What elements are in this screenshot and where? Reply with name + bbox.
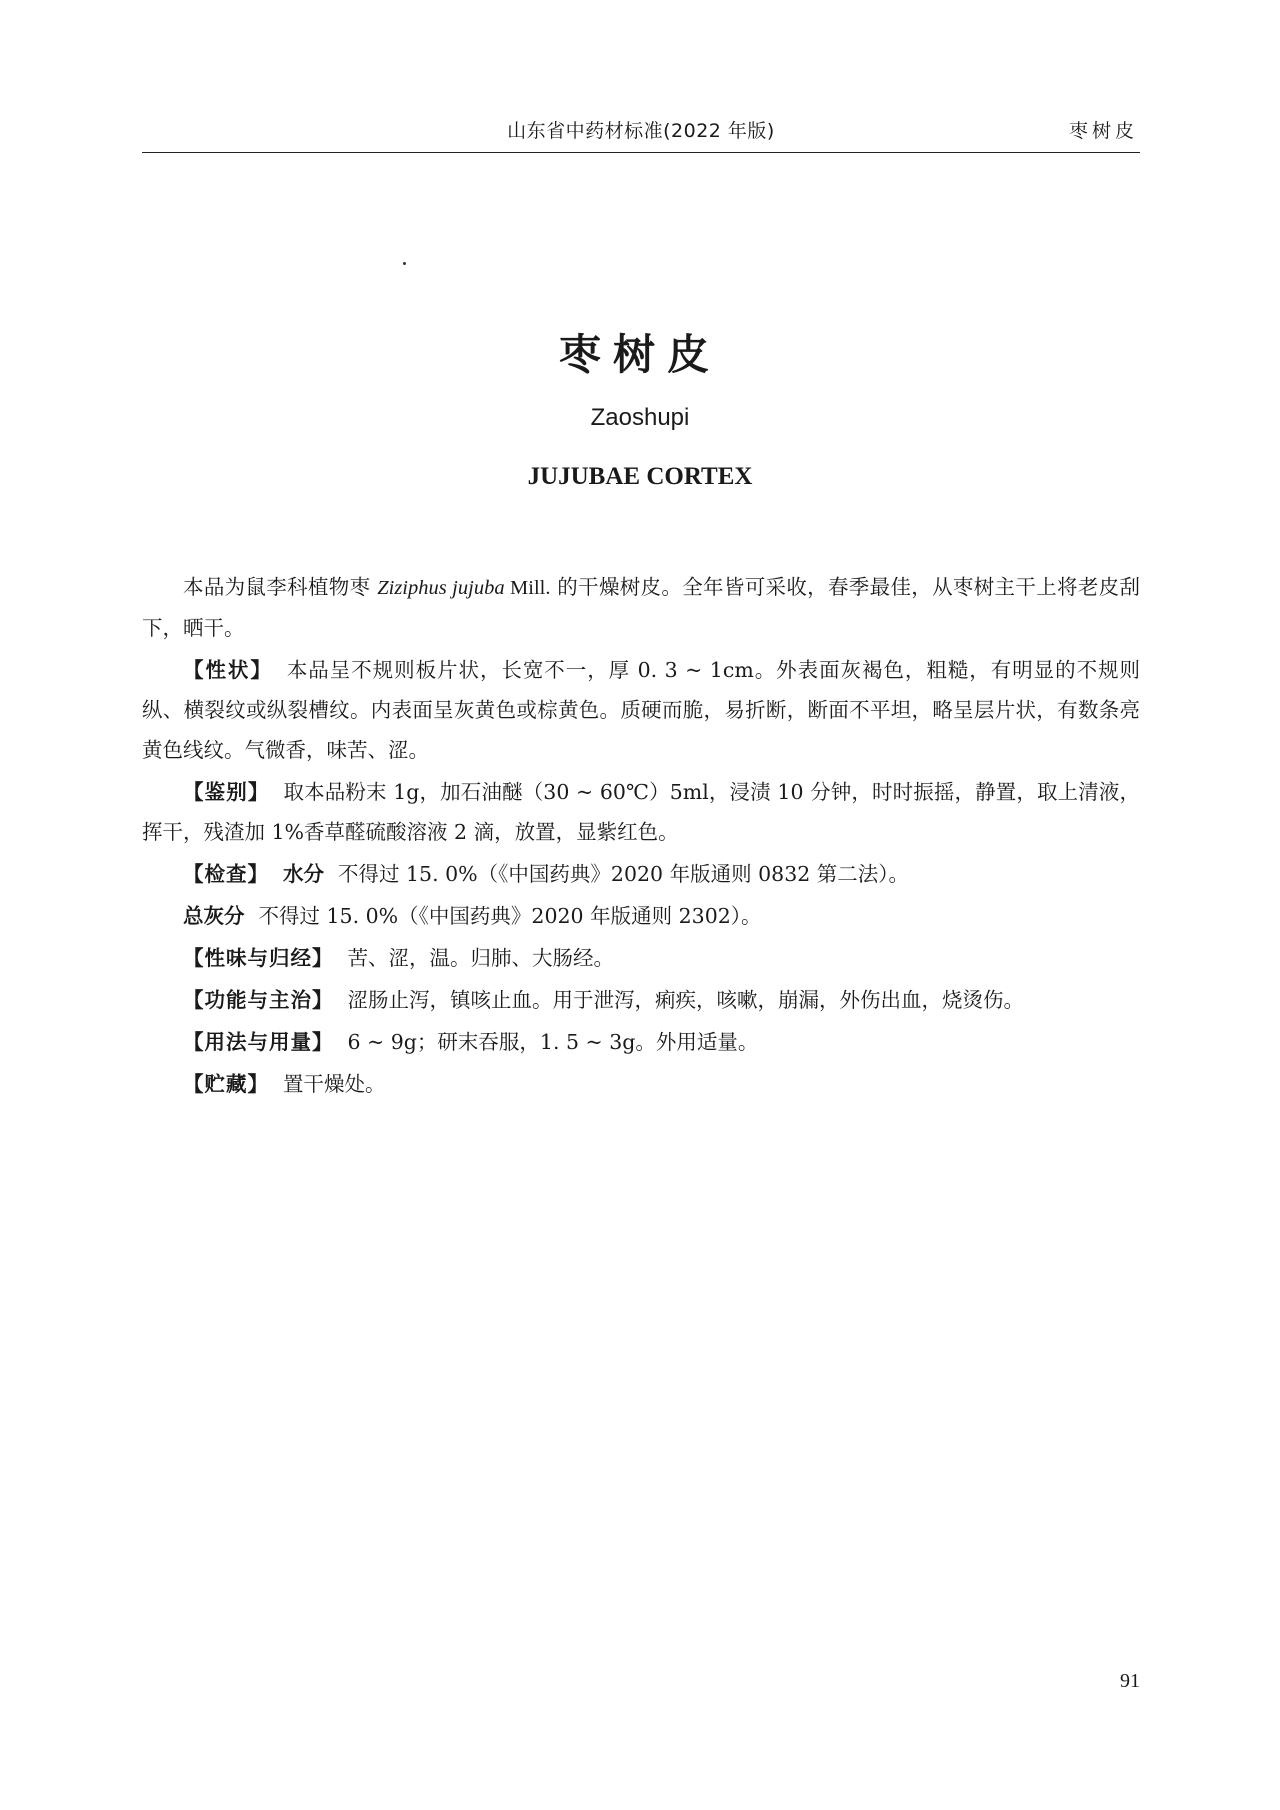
section-text: 置干燥处。 bbox=[283, 1072, 386, 1096]
header-section-name: 枣树皮 bbox=[1068, 120, 1138, 142]
section-inspection bbox=[142, 854, 1140, 894]
section-total-ash bbox=[142, 896, 1140, 936]
section-nature-meridian bbox=[142, 938, 1140, 978]
section-label: 【性状】 bbox=[183, 658, 273, 682]
section-label: 【性味与归经】 bbox=[183, 946, 334, 970]
section-label: 【鉴别】 bbox=[183, 780, 270, 804]
section-label: 【贮藏】 bbox=[183, 1072, 269, 1096]
section-storage bbox=[142, 1064, 1140, 1104]
title-latin: JUJUBAE CORTEX bbox=[527, 463, 753, 490]
species-name: Ziziphus jujuba bbox=[377, 577, 505, 599]
section-subterm: 水分 bbox=[283, 862, 324, 886]
section-text: 本品呈不规则板片状，长宽不一，厚 0. 3 ~ 1cm。外表面灰褐色，粗糙，有明显的不规则纵、横裂纹或纵裂槽纹。内表面呈灰黄色或棕黄色。质硬而脆，易折断，断面不平坦，略呈层片状，有数条亮黄色线纹。气微香，味苦、涩。 bbox=[142, 658, 1140, 762]
intro-after: 的干燥树皮。全年皆可采收，春季最佳，从枣树主干上将老皮刮下，晒干。 bbox=[142, 575, 1140, 640]
section-functions bbox=[142, 980, 1140, 1020]
monograph-body bbox=[142, 567, 1140, 1106]
section-text: 取本品粉末 1g，加石油醚（30 ~ 60℃）5ml，浸渍 10 分钟，时时振摇，静置，取上清液，挥干，残渣加 1%香草醛硫酸溶液 2 滴，放置，显紫红色。 bbox=[142, 780, 1140, 844]
section-text: 6 ~ 9g；研末吞服，1. 5 ~ 3g。外用适量。 bbox=[347, 1030, 759, 1054]
stray-print-dot bbox=[403, 262, 406, 265]
species-author: Mill. bbox=[504, 577, 551, 599]
section-text: 涩肠止泻，镇咳止血。用于泄泻，痢疾，咳嗽，崩漏，外伤出血，烧烫伤。 bbox=[347, 988, 1024, 1012]
section-dosage bbox=[142, 1022, 1140, 1062]
section-label: 【功能与主治】 bbox=[183, 988, 334, 1012]
section-subterm: 总灰分 bbox=[183, 904, 245, 928]
section-text: 苦、涩，温。归肺、大肠经。 bbox=[347, 946, 614, 970]
section-text: 不得过 15. 0%（《中国药典》2020 年版通则 2302）。 bbox=[258, 904, 762, 928]
section-text: 不得过 15. 0%（《中国药典》2020 年版通则 0832 第二法）。 bbox=[338, 862, 910, 886]
title-pinyin: Zaoshupi bbox=[590, 404, 690, 431]
page-number: 91 bbox=[1120, 1670, 1140, 1692]
running-header bbox=[142, 112, 1140, 153]
section-description bbox=[142, 650, 1140, 770]
section-identification bbox=[142, 772, 1140, 852]
intro-before: 本品为鼠李科植物枣 bbox=[183, 575, 378, 599]
section-label: 【检查】 bbox=[183, 862, 269, 886]
section-label: 【用法与用量】 bbox=[183, 1030, 334, 1054]
book-title: 山东省中药材标准(2022 年版) bbox=[507, 120, 775, 142]
page-title: 枣树皮 bbox=[558, 330, 721, 379]
intro-paragraph bbox=[142, 567, 1140, 648]
